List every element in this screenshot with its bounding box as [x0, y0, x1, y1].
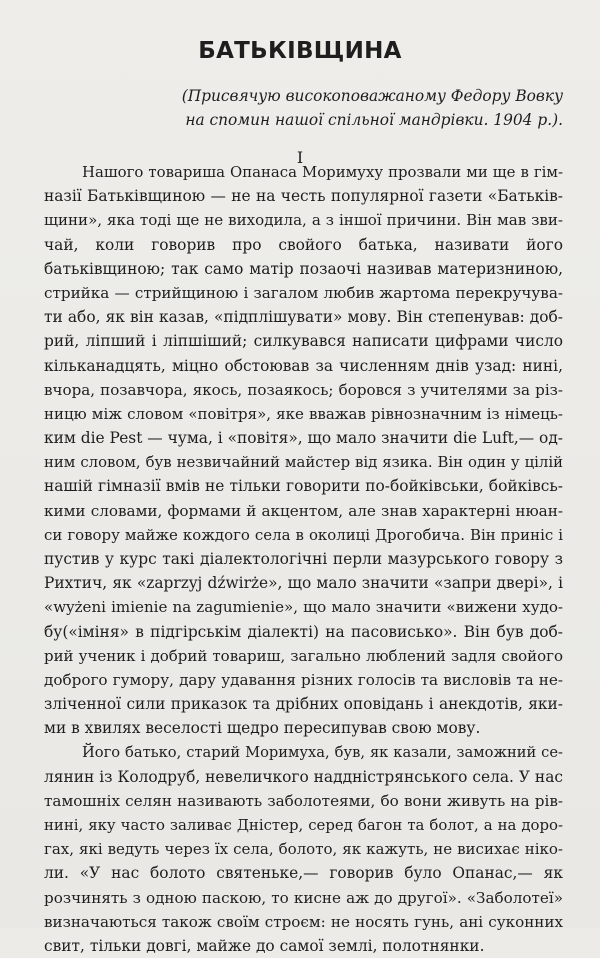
text-line: рий ученик і добрий товариш, загально люблений задля свойого: [44, 644, 563, 668]
text-line: чай, коли говорив про свойого батька, називати його: [44, 233, 563, 257]
text-line: свит, тільки довгі, майже до самої землі, полотнянки.: [44, 934, 563, 958]
text-line: ницю між словом «повітря», яке вважав рівнозначним із німець-: [44, 402, 563, 426]
text-line: рий, ліпший і ліпшіший; силкувався написати цифрами число: [44, 329, 563, 353]
text-line: ким die Pest — чума, і «повітя», що мало значити die Luft,— од-: [44, 426, 563, 450]
text-line: пустив у курс такі діалектологічні перли мазурського говору з: [44, 547, 563, 571]
text-line: щини», яка тоді ще не виходила, а з іншої причини. Він мав зви-: [44, 208, 563, 232]
text-line: Його батько, старий Моримуха, був, як казали, заможний се-: [44, 741, 563, 765]
text-line: ти або, як він казав, «підплішувати» мову. Він степенував: доб-: [44, 305, 563, 329]
text-line: назії Батьківщиною — не на честь популярної газети «Батьків-: [44, 184, 563, 208]
text-line: нашій гімназії вмів не тільки говорити по-бойківськи, бойківсь-: [44, 474, 563, 498]
text-line: ми в хвилях веселості щедро пересипував свою мову.: [44, 716, 563, 740]
text-line: вчора, позавчора, якось, позаякось; боровся з учителями за різ-: [44, 378, 563, 402]
text-line: бу(«іміня» в підгірськім діалекті) на пасовисько». Він був доб-: [44, 620, 563, 644]
text-line: «wyżeni imienie na zagumienie», що мало значити «вижени худо-: [44, 595, 563, 619]
body-text: [44, 160, 563, 958]
text-line: ним словом, був незвичайний майстер від язика. Він один у цілій: [44, 450, 563, 474]
text-line: зліченної сили приказок та дрібних оповідань і анекдотів, яки-: [44, 692, 563, 716]
text-line: кільканадцять, міцно обстоював за численням днів узад: нині,: [44, 354, 563, 378]
text-line: лянин із Колодруб, невеличкого наддністрянського села. У нас: [44, 765, 563, 789]
text-line: батьківщиною; так само матір позаочі називав материзниною,: [44, 257, 563, 281]
text-line: стрийка — стрийщиною і загалом любив жартома перекручува-: [44, 281, 563, 305]
chapter-title: БАТЬКІВЩИНА: [0, 38, 600, 64]
text-line: нині, яку часто заливає Дністер, серед багон та болот, а на доро-: [44, 813, 563, 837]
text-line: розчинять з одною паскою, то кисне аж до другої». «Заболотеї»: [44, 886, 563, 910]
text-line: ли. «У нас болото святеньке,— говорив було Опанас,— як: [44, 861, 563, 885]
text-line: кими словами, формами й акцентом, але знав характерні нюан-: [44, 499, 563, 523]
text-line: визначаються також своїм строєм: не носять гунь, ані суконних: [44, 910, 563, 934]
dedication-line: на спомин нашої спільної мандрівки. 1904 р.).: [150, 108, 563, 132]
section-number: I: [0, 148, 600, 167]
text-line: доброго гумору, дару удавання різних голосів та висловів та не-: [44, 668, 563, 692]
text-line: тамошніх селян називають заболотеями, бо вони живуть на рів-: [44, 789, 563, 813]
dedication: [150, 84, 563, 132]
text-line: Рихтич, як «zaprzyj dźwirże», що мало значити «запри двері», і: [44, 571, 563, 595]
paragraph: [44, 160, 563, 741]
dedication-line: (Присвячую високоповажаному Федору Вовку: [150, 84, 563, 108]
text-line: гах, які ведуть через їх села, болото, як кажуть, не висихає ніко-: [44, 837, 563, 861]
text-line: Нашого товариша Опанаса Моримуху прозвали ми ще в гім-: [44, 160, 563, 184]
paragraph: [44, 741, 563, 958]
text-line: си говору майже кождого села в околиці Дрогобича. Він приніс і: [44, 523, 563, 547]
